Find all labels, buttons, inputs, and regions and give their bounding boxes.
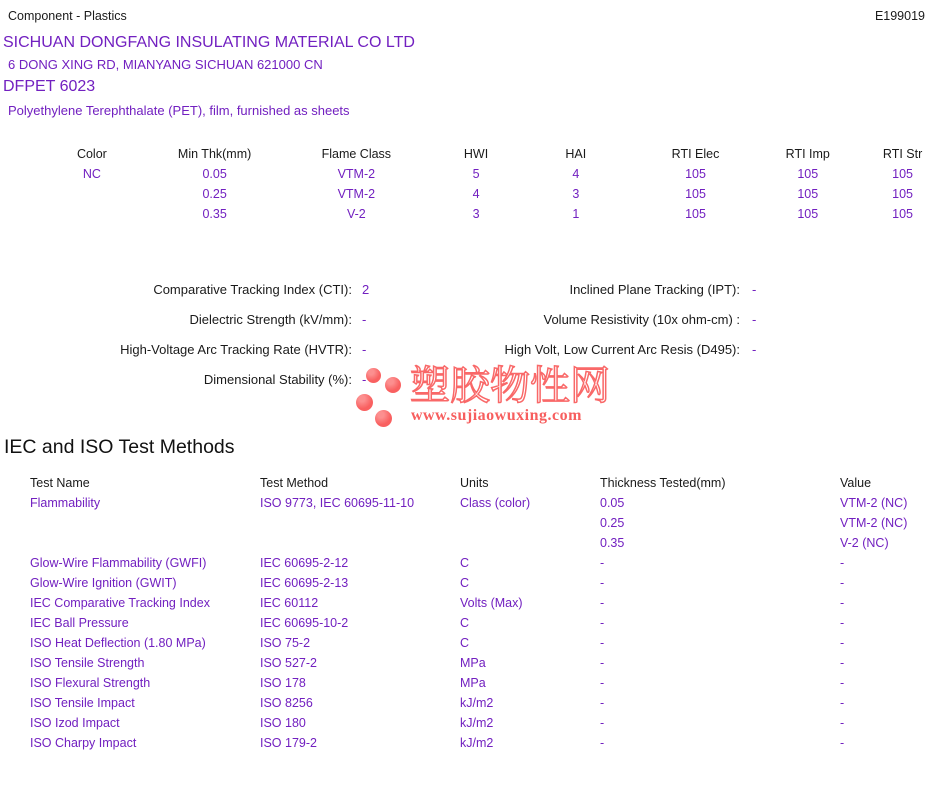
property-row [0, 304, 470, 334]
ratings-cell: 105 [892, 167, 913, 181]
ratings-cell: 0.05 [202, 167, 227, 181]
test-row [30, 493, 950, 553]
test-units-cell: kJ/m2 [460, 736, 494, 750]
test-value-cell [840, 673, 950, 693]
test-thickness-line: - [600, 576, 605, 590]
test-methods-table [30, 473, 950, 753]
ratings-header-cell: Color [76, 147, 107, 161]
test-method-cell: ISO 179-2 [260, 736, 317, 750]
ratings-table [36, 144, 950, 224]
property-value: - [362, 311, 367, 327]
properties-right-column [470, 274, 950, 394]
tests-header-cell: Units [460, 476, 489, 490]
test-row [30, 633, 950, 653]
test-name-cell: ISO Heat Deflection (1.80 MPa) [30, 636, 206, 650]
tests-header-cell: Test Name [30, 476, 90, 490]
test-thickness-cell [600, 713, 840, 733]
test-value-cell [840, 493, 950, 553]
test-value-cell [840, 693, 950, 713]
test-row [30, 653, 950, 673]
test-units-cell: Volts (Max) [460, 596, 523, 610]
test-units-cell: C [460, 556, 470, 570]
test-thickness-cell [600, 733, 840, 753]
property-row [0, 274, 470, 304]
test-value-line: VTM-2 (NC) [840, 516, 908, 530]
ratings-cell: 4 [572, 167, 580, 181]
test-thickness-line: - [600, 716, 605, 730]
test-thickness-line: - [600, 616, 605, 630]
test-thickness-line: - [600, 736, 605, 750]
logo-dot-icon [375, 410, 392, 427]
test-method-cell: ISO 180 [260, 716, 306, 730]
company-address: 6 DONG XING RD, MIANYANG SICHUAN 621000 CN [8, 57, 323, 72]
test-value-line: - [840, 696, 845, 710]
ratings-cell: 5 [472, 167, 480, 181]
test-value-cell [840, 653, 950, 673]
test-value-cell [840, 553, 950, 573]
test-method-cell: ISO 527-2 [260, 656, 317, 670]
properties-section [0, 274, 950, 394]
property-row [470, 304, 950, 334]
test-name-cell: Flammability [30, 496, 101, 510]
test-name-cell: IEC Comparative Tracking Index [30, 596, 210, 610]
test-value-line: V-2 (NC) [840, 536, 889, 550]
test-row [30, 553, 950, 573]
test-thickness-cell [600, 493, 840, 553]
test-value-line: - [840, 656, 845, 670]
ratings-row [36, 164, 950, 184]
ratings-cell: VTM-2 [337, 187, 376, 201]
test-row [30, 613, 950, 633]
test-thickness-cell [600, 593, 840, 613]
test-value-line: - [840, 736, 845, 750]
ratings-cell [36, 204, 148, 224]
test-row [30, 693, 950, 713]
ratings-cell [36, 184, 148, 204]
property-label: Volume Resistivity (10x ohm-cm) : [543, 311, 740, 327]
test-row [30, 573, 950, 593]
watermark-site-url: www.sujiaowuxing.com [411, 407, 582, 424]
ratings-header-cell: Flame Class [321, 147, 392, 161]
ratings-cell: 105 [685, 167, 706, 181]
test-method-cell: ISO 75-2 [260, 636, 311, 650]
test-row [30, 593, 950, 613]
test-value-cell [840, 713, 950, 733]
test-thickness-line: - [600, 556, 605, 570]
test-units-cell: MPa [460, 656, 486, 670]
test-value-cell [840, 593, 950, 613]
property-value: - [752, 341, 757, 357]
ratings-cell: 105 [797, 187, 819, 201]
ratings-header-cell: Min Thk(mm) [177, 147, 252, 161]
test-name-cell: ISO Tensile Strength [30, 656, 145, 670]
ratings-header-cell: RTI Str [882, 147, 923, 161]
test-units-cell: kJ/m2 [460, 696, 494, 710]
property-value: 2 [362, 281, 370, 297]
test-method-cell: ISO 178 [260, 676, 306, 690]
watermark-site-name: 塑胶物性网 [410, 363, 610, 409]
ratings-header-cell: RTI Elec [671, 147, 720, 161]
test-units-cell: C [460, 616, 470, 630]
test-thickness-line: - [600, 636, 605, 650]
ratings-cell: 105 [892, 187, 913, 201]
test-value-cell [840, 573, 950, 593]
ratings-cell: VTM-2 [337, 167, 376, 181]
test-thickness-line: - [600, 696, 605, 710]
test-value-line: VTM-2 (NC) [840, 496, 908, 510]
test-value-line: - [840, 576, 845, 590]
test-thickness-line: 0.35 [600, 536, 625, 550]
company-name: SICHUAN DONGFANG INSULATING MATERIAL CO LTD [3, 34, 415, 51]
property-value: - [752, 311, 757, 327]
test-row [30, 673, 950, 693]
test-name-cell: Glow-Wire Ignition (GWIT) [30, 576, 177, 590]
ratings-cell: NC [82, 167, 101, 181]
ratings-cell: 3 [472, 207, 480, 221]
doc-type-label: Component - Plastics [8, 9, 127, 23]
test-units-cell: MPa [460, 676, 486, 690]
ratings-header-cell: HWI [463, 147, 489, 161]
property-label: High Volt, Low Current Arc Resis (D495): [504, 341, 740, 357]
test-value-line: - [840, 596, 845, 610]
property-value: - [362, 341, 367, 357]
property-label: High-Voltage Arc Tracking Rate (HVTR): [120, 341, 352, 357]
ratings-cell: V-2 [346, 207, 366, 221]
test-units-cell: C [460, 576, 470, 590]
topbar [0, 0, 950, 23]
ratings-cell: 1 [572, 207, 580, 221]
test-value-cell [840, 733, 950, 753]
ratings-cell: 105 [797, 207, 819, 221]
property-value: - [752, 281, 757, 297]
test-method-cell: ISO 8256 [260, 696, 313, 710]
test-name-cell: ISO Charpy Impact [30, 736, 137, 750]
test-name-cell: ISO Tensile Impact [30, 696, 135, 710]
test-value-line: - [840, 676, 845, 690]
ratings-body [36, 164, 950, 224]
test-thickness-cell [600, 613, 840, 633]
test-name-cell: ISO Flexural Strength [30, 676, 151, 690]
ratings-cell: 105 [797, 167, 819, 181]
test-units-cell: kJ/m2 [460, 716, 494, 730]
tests-body [30, 493, 950, 753]
tests-header-cell: Value [840, 476, 872, 490]
test-row [30, 713, 950, 733]
ratings-row [36, 204, 950, 224]
test-value-cell [840, 613, 950, 633]
test-method-cell: IEC 60112 [260, 596, 319, 610]
test-thickness-line: 0.25 [600, 516, 625, 530]
property-label: Dimensional Stability (%): [203, 371, 352, 387]
test-thickness-line: 0.05 [600, 496, 625, 510]
test-thickness-cell [600, 633, 840, 653]
test-thickness-cell [600, 673, 840, 693]
test-value-line: - [840, 636, 845, 650]
ratings-cell: 105 [685, 207, 706, 221]
ratings-row [36, 184, 950, 204]
test-value-cell [840, 633, 950, 653]
test-row [30, 733, 950, 753]
property-label: Comparative Tracking Index (CTI): [153, 281, 352, 297]
test-method-cell: IEC 60695-2-12 [260, 556, 349, 570]
ratings-cell: 105 [685, 187, 706, 201]
ratings-cell: 0.35 [202, 207, 227, 221]
product-model: DFPET 6023 [3, 78, 96, 95]
ratings-header-cell: RTI Imp [785, 147, 830, 161]
test-thickness-cell [600, 573, 840, 593]
test-method-cell: IEC 60695-2-13 [260, 576, 349, 590]
tests-header-cell: Test Method [260, 476, 329, 490]
test-thickness-line: - [600, 676, 605, 690]
logo-dot-icon [356, 394, 373, 411]
test-thickness-line: - [600, 596, 605, 610]
properties-left-column [0, 274, 470, 394]
ratings-cell: 4 [472, 187, 480, 201]
test-thickness-cell [600, 553, 840, 573]
product-description: Polyethylene Terephthalate (PET), film, furnished as sheets [8, 103, 350, 118]
ratings-header-cell: HAI [565, 147, 587, 161]
test-thickness-line: - [600, 656, 605, 670]
section-heading: IEC and ISO Test Methods [4, 436, 235, 458]
test-units-cell: C [460, 636, 470, 650]
test-thickness-cell [600, 653, 840, 673]
test-method-cell: IEC 60695-10-2 [260, 616, 349, 630]
property-value: - [362, 371, 367, 387]
ratings-cell: 3 [572, 187, 580, 201]
property-row [470, 334, 950, 364]
test-value-line: - [840, 556, 845, 570]
test-thickness-cell [600, 693, 840, 713]
ratings-cell: 105 [892, 207, 913, 221]
property-row [0, 334, 470, 364]
property-row [470, 274, 950, 304]
ratings-header-row [36, 144, 950, 164]
tests-header-row [30, 473, 950, 493]
ratings-cell: 0.25 [202, 187, 227, 201]
property-label: Dielectric Strength (kV/mm): [189, 311, 352, 327]
test-method-cell: ISO 9773, IEC 60695-11-10 [260, 496, 415, 510]
tests-header-cell: Thickness Tested(mm) [600, 476, 726, 490]
test-value-line: - [840, 716, 845, 730]
test-name-cell: Glow-Wire Flammability (GWFI) [30, 556, 207, 570]
file-number: E199019 [874, 9, 925, 23]
property-label: Inclined Plane Tracking (IPT): [569, 281, 740, 297]
property-row [0, 364, 470, 394]
test-name-cell: ISO Izod Impact [30, 716, 120, 730]
test-units-cell: Class (color) [460, 496, 531, 510]
test-name-cell: IEC Ball Pressure [30, 616, 129, 630]
test-value-line: - [840, 616, 845, 630]
